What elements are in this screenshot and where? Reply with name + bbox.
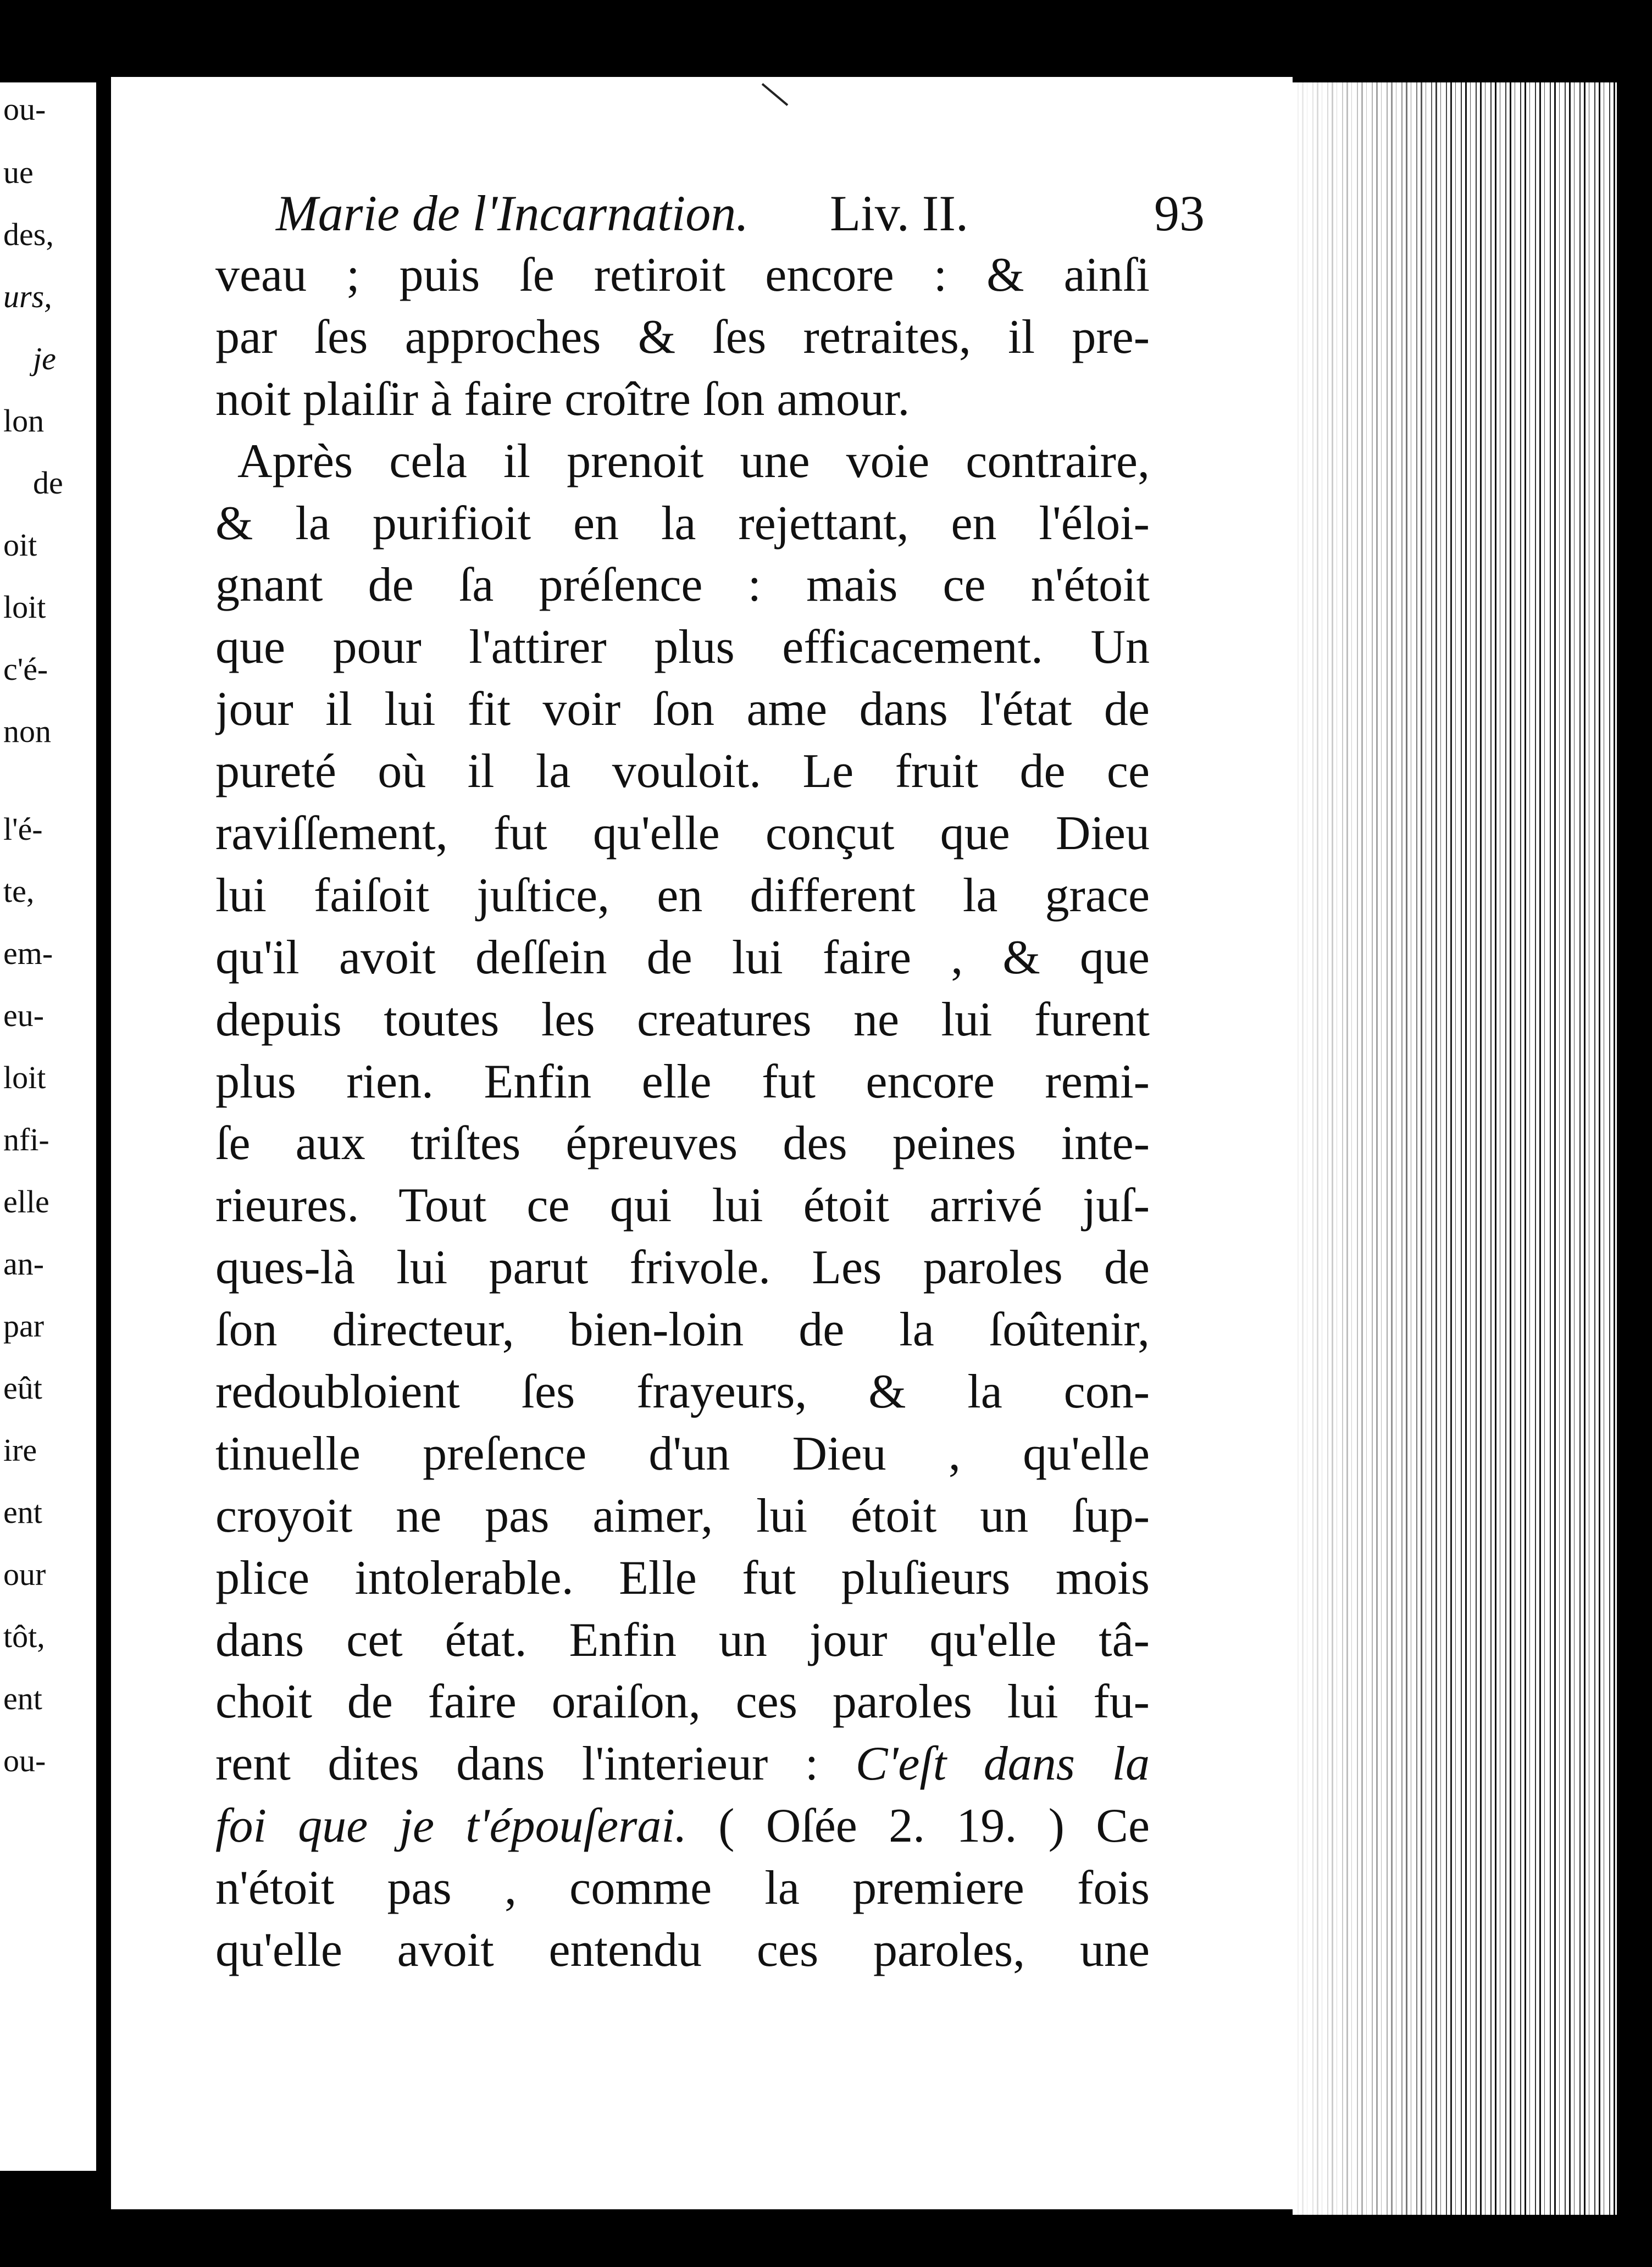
facing-page-fragment: par [3, 1308, 45, 1344]
book-gutter [98, 82, 111, 2198]
facing-page-fragment: ue [3, 154, 34, 190]
facing-page-fragment: our [3, 1556, 46, 1592]
facing-page-fragment: eu- [3, 997, 45, 1033]
text-line: gnant de ſa préſence : mais ce n'étoit [215, 558, 1150, 612]
facing-page-fragment: te, [3, 873, 35, 909]
text-line: Après cela il prenoit une voie contraire, [237, 434, 1150, 488]
facing-page-fragment: non [3, 713, 51, 749]
text-line: plice intolerable. Elle fut pluſieurs mois [215, 1551, 1150, 1605]
facing-page-fragment: lon [3, 403, 45, 439]
facing-page-fragment: an- [3, 1246, 45, 1282]
facing-page-fragment: oit [3, 527, 37, 563]
facing-page-fragment: l'é- [3, 811, 43, 847]
facing-page-fragment: ire [3, 1432, 37, 1468]
text-line: jour il lui fit voir ſon ame dans l'état de [215, 683, 1150, 736]
text-line: pureté où il la vouloit. Le fruit de ce [215, 745, 1150, 799]
text-line: & la purifioit en la rejettant, en l'éloi- [215, 496, 1150, 550]
text-segment: rent dites dans l'interieur : [215, 1737, 819, 1791]
text-line: tinuelle preſence d'un Dieu , qu'elle [215, 1427, 1150, 1481]
facing-page-fragment: tôt, [3, 1619, 45, 1654]
text-line: croyoit ne pas aimer, lui étoit un ſup- [215, 1489, 1150, 1543]
text-line: n'étoit pas , comme la premiere fois [215, 1861, 1150, 1915]
page-number: 93 [1154, 185, 1205, 241]
running-head-book: Liv. II. [830, 185, 969, 241]
facing-page-fragment: ent [3, 1681, 42, 1716]
facing-page-fragment: c'é- [3, 651, 48, 687]
facing-page-fragment: eût [3, 1370, 42, 1406]
text-line: par ſes approches & ſes retraites, il pre- [215, 310, 1150, 364]
text-line: noit plaiſir à faire croître ſon amour. [215, 372, 910, 426]
text-line: depuis toutes les creatures ne lui furent [215, 993, 1150, 1046]
facing-page-fragment: je [33, 341, 56, 376]
scripture-quote: foi que je t'épouſerai. [215, 1799, 687, 1853]
facing-page-fragment: urs, [3, 279, 52, 314]
scripture-quote: C'eſt dans la [855, 1737, 1150, 1791]
facing-page-fragment: ou- [3, 91, 46, 127]
running-head [276, 184, 1205, 245]
text-line: veau ; puis ſe retiroit encore : & ainſi [215, 248, 1150, 302]
facing-page-left [0, 82, 96, 2171]
text-line: qu'il avoit deſſein de lui faire , & que [215, 930, 1150, 984]
facing-page-fragment: nfi- [3, 1122, 49, 1157]
text-line: ſe aux triſtes épreuves des peines inte- [215, 1117, 1150, 1171]
facing-page-fragment: loit [3, 1060, 46, 1095]
text-line: redoubloient ſes frayeurs, & la con- [215, 1365, 1150, 1419]
text-line: rieures. Tout ce qui lui étoit arrivé juſ- [215, 1179, 1150, 1233]
text-line: lui faiſoit juſtice, en different la grace [215, 868, 1150, 922]
facing-page-fragment: des, [3, 217, 54, 252]
text-line: raviſſement, fut qu'elle conçut que Dieu [215, 807, 1150, 861]
text-line-with-quote [215, 1733, 1150, 1795]
text-line: ques-là lui parut frivole. Les paroles de [215, 1241, 1150, 1295]
facing-page-fragment: em- [3, 935, 53, 971]
facing-page-fragment: ent [3, 1494, 42, 1530]
scripture-reference: ( Oſée 2. 19. ) Ce [718, 1799, 1150, 1853]
text-line: choit de faire oraiſon, ces paroles lui fu- [215, 1675, 1150, 1729]
facing-page-fragment: de [33, 465, 63, 501]
text-line: dans cet état. Enfin un jour qu'elle tâ- [215, 1613, 1150, 1667]
facing-page-fragment: loit [3, 589, 46, 625]
facing-page-fragment: elle [3, 1184, 49, 1220]
text-line: qu'elle avoit entendu ces paroles, une [215, 1924, 1150, 1977]
text-line: que pour l'attirer plus efficacement. Un [215, 620, 1150, 674]
text-line: plus rien. Enfin elle fut encore remi- [215, 1055, 1150, 1108]
text-line: ſon directeur, bien-loin de la ſoûtenir, [215, 1303, 1150, 1357]
page-edges-shading [1293, 82, 1457, 2215]
page [111, 77, 1293, 2209]
facing-page-fragment: ou- [3, 1743, 46, 1778]
body-text [215, 245, 1150, 1982]
text-line-with-quote [215, 1795, 1150, 1858]
running-head-title: Marie de l'Incarnation. [276, 185, 749, 241]
